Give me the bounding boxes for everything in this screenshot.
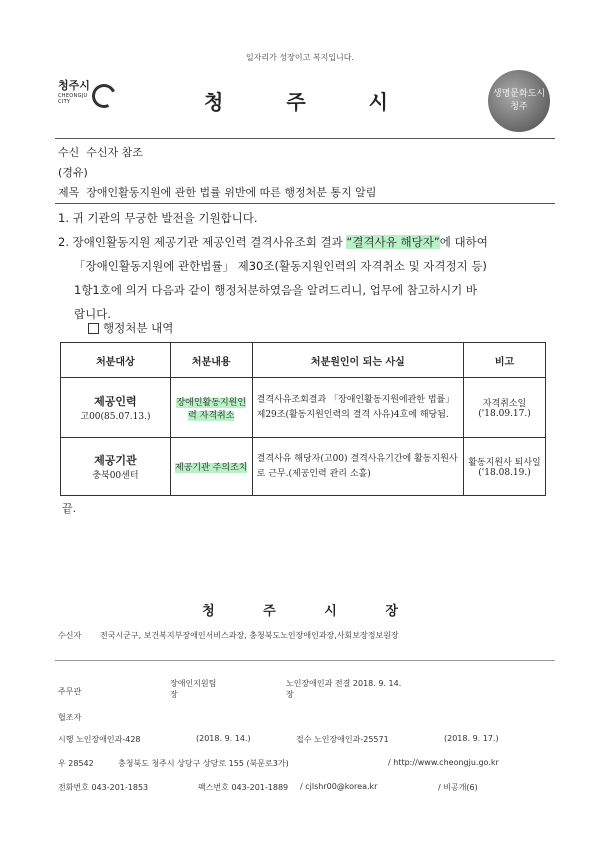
exec-number: 시행 노인장애인과-428 <box>58 735 141 744</box>
postal-code: 우 28542 <box>58 759 94 768</box>
email-link[interactable]: / cjlshr00@korea.kr <box>300 782 378 791</box>
note-cell <box>464 378 546 438</box>
seal-text: 생명문화도시 청주 <box>492 89 546 112</box>
subject-line <box>58 184 376 200</box>
p2-highlight: “결격사유 해당자” <box>346 235 440 249</box>
header-cause: 처분원인이 되는 사실 <box>252 343 463 378</box>
recipient-value: 수신자 참조 <box>86 146 143 159</box>
end-mark: 끝. <box>62 502 77 515</box>
receipt-number: 접수 노인장애인과-25571 <box>296 735 389 744</box>
content-cell <box>170 438 252 496</box>
p2-part-b: 에 대하여 <box>439 235 488 249</box>
table-row <box>61 438 546 496</box>
table-row <box>61 378 546 438</box>
note-sub: ('18.09.17.) <box>478 409 531 419</box>
logo-name: 청주시 <box>58 79 90 92</box>
target-sub: 고00(85.07.13.) <box>80 412 151 422</box>
content-text: 장애인활동지원인력 자격취소 <box>176 397 247 421</box>
p2-part-a: 2. 장애인활동지원 제공기관 제공인력 결격사유조회 결과 <box>58 235 347 249</box>
cause-cell: 결격사유 해당자(고00) 결격사유기간에 활동지원사로 근무.(제공인력 관리 소홀) <box>252 438 463 496</box>
note-main: 자격취소일 <box>482 399 527 409</box>
header-note: 비고 <box>464 343 546 378</box>
org-title: 청 주 시 <box>204 90 416 114</box>
dept-sign: 노인장애인과 전결 2018. 9. 14. 장 <box>286 679 402 699</box>
recipient-label: 수신 <box>58 146 80 159</box>
disclosure: / 비공개(6) <box>438 783 478 792</box>
mayor-title: 청 주 시 장 <box>202 604 420 619</box>
subject-label: 제목 <box>58 186 80 199</box>
p2-line-e: 랍니다. <box>74 307 111 321</box>
receipt-date: (2018. 9. 17.) <box>444 734 499 743</box>
note-main: 활동지원사 퇴사일 <box>468 458 541 468</box>
p2-line-d: 1항1호에 의거 다음과 같이 행정처분하였음을 알려드리니, 업무에 참고하시기 바 <box>74 283 478 297</box>
subject-value: 장애인활동지원에 관한 법률 위반에 따른 행정처분 통지 알림 <box>86 186 377 199</box>
target-cell <box>61 378 171 438</box>
section-title-text: 행정처분 내역 <box>103 321 174 335</box>
chief-sign: 장애인지원팀 장 <box>170 679 217 699</box>
fax: 팩스번호 043-201-1889 <box>198 783 289 792</box>
address: 충청북도 청주시 상당구 상당로 155 (북문로3가) <box>118 759 289 768</box>
target-main: 제공기관 <box>94 454 137 467</box>
cooperator-label: 협조자 <box>58 713 82 722</box>
via-line: (경유) <box>58 166 88 179</box>
paragraph-2 <box>58 230 558 254</box>
p2-line-c: 「장애인활동지원에 관한법률」 제30조(활동지원인력의 자격취소 및 자격정지 등) <box>74 259 487 273</box>
recipients-label: 수신자 <box>58 631 82 640</box>
header-content: 처분내용 <box>170 343 252 378</box>
content-text: 제공기관 주의조치 <box>175 463 248 473</box>
recipients-list: 전국시군구, 보건복지부장애인서비스과장, 충청북도노인장애인과장,사회보장정보원장 <box>100 631 399 640</box>
city-seal <box>488 70 550 132</box>
logo-sub: CHEONGJU CITY <box>58 93 88 105</box>
target-sub: 충북00센터 <box>92 471 139 481</box>
table-header-row <box>61 343 546 378</box>
phone: 전화번호 043-201-1853 <box>58 783 149 792</box>
note-cell <box>464 438 546 496</box>
website-link[interactable]: / http://www.cheongju.go.kr <box>388 758 499 767</box>
target-cell <box>61 438 171 496</box>
header-divider <box>55 138 555 139</box>
body-text <box>58 206 558 326</box>
footer-divider <box>55 660 555 661</box>
target-main: 제공인력 <box>94 395 137 408</box>
paragraph-1: 1. 귀 기관의 무궁한 발전을 기원합니다. <box>58 211 258 225</box>
section-title <box>88 320 173 336</box>
cause-cell: 결격사유조회결과 「장애인활동지원에관한 법률」 제29조(활동지원인력의 결격 사유)4호에 해당됨. <box>252 378 463 438</box>
chief-label: 주무관 <box>58 687 82 696</box>
recipient-line <box>58 144 143 160</box>
note-sub: ('18.08.19.) <box>478 468 531 478</box>
subject-divider <box>55 203 555 204</box>
slogan: 일자리가 성장이고 복지입니다. <box>245 53 355 62</box>
checkbox-icon <box>88 323 99 334</box>
disposition-table <box>60 342 546 496</box>
header-target: 처분대상 <box>61 343 171 378</box>
content-cell <box>170 378 252 438</box>
exec-date: (2018. 9. 14.) <box>196 734 251 743</box>
